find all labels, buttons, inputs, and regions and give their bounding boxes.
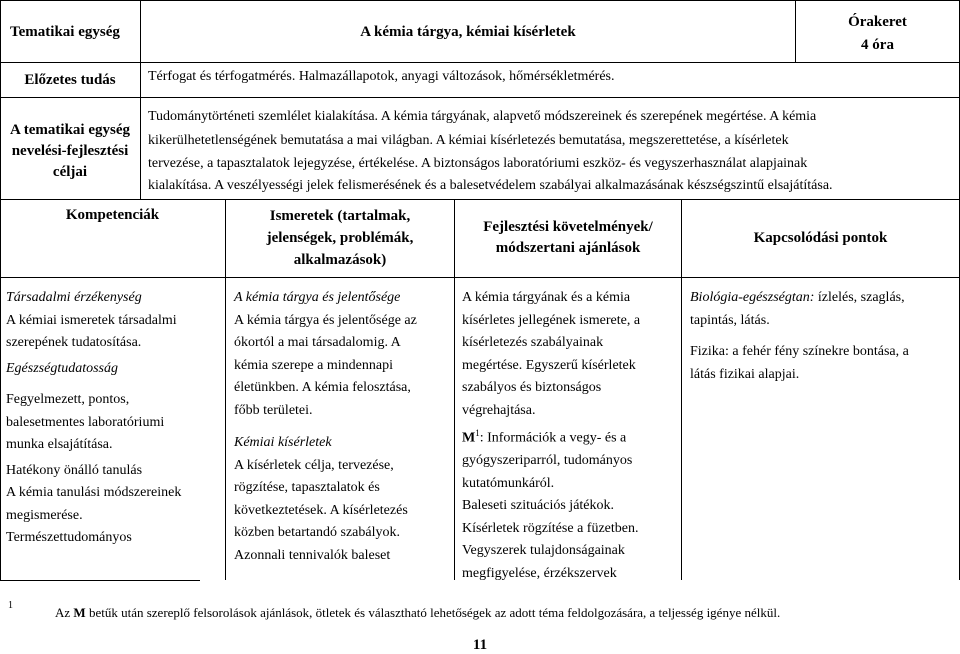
requirement-line: kísérletezés szabályainak [462, 335, 604, 350]
hours-label: Órakeret [848, 14, 907, 30]
connection-biology [690, 287, 955, 310]
requirement-line: megfigyelése, érzékszervek [462, 565, 617, 581]
footnote-ref: 1 [475, 428, 480, 438]
connection-text: látás fizikai alapjai. [690, 366, 800, 382]
competency-heading: Hatékony önálló tanulás [6, 462, 143, 478]
requirement-line: Kísérletek rögzítése a füzetben. [462, 520, 639, 536]
row-divider-columns [0, 277, 960, 278]
requirement-line: megértése. Egyszerű kísérletek [462, 357, 636, 373]
footnote-separator [0, 580, 200, 581]
col-header-requirements-2: módszertani ajánlások [495, 240, 641, 256]
requirement-line: szabályos és biztonságos [462, 380, 602, 395]
competency-heading: Társadalmi érzékenység [6, 290, 142, 305]
goals-label-2: nevelési-fejlesztési [11, 143, 129, 159]
competency-line: megismerése. [6, 507, 83, 523]
competency-line: A kémia tanulási módszereinek [6, 485, 182, 500]
hours-value: 4 óra [861, 37, 894, 53]
m-colon: : Információk a vegy- és a [479, 430, 627, 446]
requirement-line: végrehajtása. [462, 402, 536, 418]
connection-subject: Fizika [690, 344, 725, 359]
footnote-number: 1 [8, 600, 13, 611]
connection-text: tapintás, látás. [690, 312, 770, 328]
knowledge-cell [234, 287, 454, 567]
knowledge-line: Azonnali tennivalók baleset [234, 547, 391, 563]
knowledge-line: közben betartandó szabályok. [234, 525, 400, 540]
knowledge-heading: A kémia tárgya és jelentősége [234, 290, 401, 305]
col-header-requirements-1: Fejlesztési követelmények/ [483, 219, 653, 235]
competency-line: munka elsajátítása. [6, 437, 113, 452]
page-number: 11 [472, 637, 488, 653]
requirements-cell [462, 287, 681, 585]
requirement-line: gyógyszeriparról, tudományos [462, 453, 633, 469]
knowledge-heading: Kémiai kísérletek [234, 435, 332, 450]
col-header-connections: Kapcsolódási pontok [753, 230, 888, 246]
competency-line: A kémiai ismeretek társadalmi [6, 312, 177, 328]
requirement-line: kísérletes jellegének ismerete, a [462, 312, 641, 328]
requirement-line: Vegyszerek tulajdonságainak [462, 543, 625, 559]
footnote-text [55, 604, 955, 622]
col-header-knowledge-1: Ismeretek (tartalmak, [269, 208, 411, 224]
header-title: A kémia tárgya, kémiai kísérletek [360, 24, 576, 40]
goals-label-1: A tematikai egység [10, 122, 130, 138]
goals-line-1: Tudománytörténeti szemlélet kialakítása. A kémia tárgyának, alapvető módszereinek és szerepének megértése. A kémia [148, 109, 817, 124]
header-label: Tematikai egység [10, 24, 120, 40]
knowledge-line: rögzítése, tapasztalatok és [234, 480, 380, 495]
connection-text: : a fehér fény színekre bontása, a [725, 344, 909, 359]
col-header-knowledge-3: alkalmazások) [293, 252, 387, 268]
competencies-cell [6, 287, 225, 550]
m-label: M [462, 430, 476, 446]
goals-line-4: kialakítása. A veszélyességi jelek felismerésének és a balesetvédelem szabályai alkalmazásának készségszintű elsajátítása. [148, 178, 833, 193]
requirement-line: Baleseti szituációs játékok. [462, 498, 615, 514]
footnote-pre: Az [55, 605, 74, 620]
requirement-line: kutatómunkáról. [462, 475, 555, 491]
connection-physics [690, 341, 955, 364]
goals-line-3: tervezése, a tapasztalatok lejegyzése, értékelése. A biztonságos laboratóriumi eszköz- és vegyszerhasználat alapjainak [148, 156, 808, 171]
knowledge-line: A kémia tárgya és jelentősége az [234, 312, 417, 328]
knowledge-line: főbb területei. [234, 402, 313, 418]
requirement-m-line [462, 422, 681, 450]
goals-line-2: kikerülhetetlenségének bemutatása a mai világban. A kémiai kísérletezés bemutatása, megszerettetése, a kísérletek [148, 133, 789, 148]
goals-label-3: céljai [52, 164, 88, 180]
connections-cell [690, 287, 955, 386]
competency-heading: Egészségtudatosság [6, 360, 118, 376]
table-border-top [0, 0, 960, 1]
connection-text: ízlelés, szaglás, [814, 290, 905, 305]
col-divider-3 [681, 199, 682, 580]
footnote-bold: M [73, 605, 86, 620]
knowledge-line: kémia szerepe a mindennapi [234, 357, 393, 373]
competency-line: Fegyelmezett, pontos, [6, 392, 130, 407]
knowledge-line: ókortól a mai társadalomig. A [234, 335, 401, 350]
knowledge-line: A kísérletek célja, tervezése, [234, 457, 394, 473]
row-divider-prior [0, 97, 960, 98]
connection-subject: Biológia-egészségtan: [690, 290, 815, 305]
knowledge-line: életünkben. A kémia felosztása, [234, 380, 411, 395]
col-header-knowledge-2: jelenségek, problémák, [266, 230, 414, 246]
prior-label: Előzetes tudás [24, 72, 116, 88]
row-divider-goals [0, 199, 960, 200]
competency-line: szerepének tudatosítása. [6, 335, 142, 350]
requirement-line: A kémia tárgyának és a kémia [462, 290, 631, 305]
knowledge-line: következtetések. A kísérletezés [234, 502, 408, 518]
footnote-post: betűk után szereplő felsorolások ajánlások, ötletek és választható lehetőségek az adott téma feldolgozására, a teljesség igénye nélkül. [85, 605, 781, 620]
row-divider-header [0, 62, 960, 63]
col-header-competencies: Kompetenciák [65, 207, 160, 223]
competency-heading: Természettudományos [6, 530, 132, 545]
prior-text: Térfogat és térfogatmérés. Halmazállapotok, anyagi változások, hőmérsékletmérés. [148, 69, 615, 84]
competency-line: balesetmentes laboratóriumi [6, 414, 165, 430]
